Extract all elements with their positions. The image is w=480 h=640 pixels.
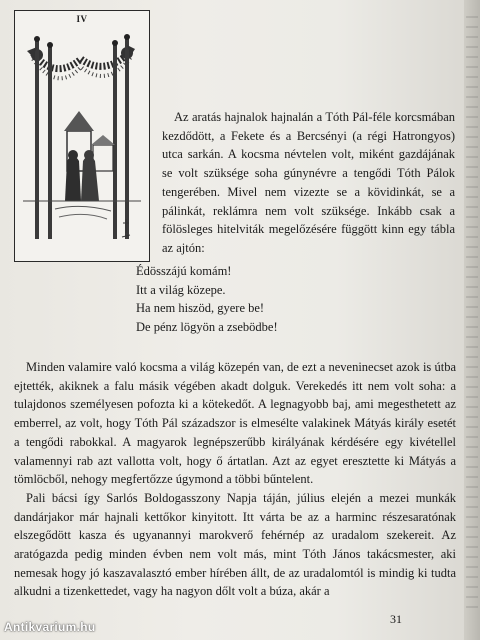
bleed-through-text <box>466 16 478 616</box>
page-edge <box>464 0 480 640</box>
paragraph-text: Minden valamire való kocsma a világ közepén van, de ezt a neveninecset azok is útba ejtették, akiknek a falu másik végében akadt dolguk. Verekedés itt nem volt soha: a tulajdonos személyesen pofozta ki a kötekedőt. A legnagyobb baj, ami megesthetett az emberrel, az volt, hogy Tóth Pál századszor is elmesélte valakinek Mátyás király esetét a tengődi rabokkal. A magyarok legnépszerűbb királyának kérdésére egy kivétellel valamennyi rab azt vallotta volt, hogy ő ártatlan. Azt az egyet eresztette ki Mátyás a tömlöcből, nehogy megfertőzze úgymond a többi bűntelent. <box>14 360 456 487</box>
verse-line: Itt a világ közepe. <box>136 282 226 297</box>
paragraph-text: Az aratás hajnalok hajnalán a Tóth Pál-féle korcsmában kezdődött, a Fekete és a Bercsényi (a régi Hatrongyos) utca sarkán. A kocsma névtelen volt, miként gazdájának se volt szüksége soha gúnynévre a tengődi Tóth Pálok tengerében. Mivel nem vizezte se a kövidinkát, se a pálinkát, reklámra nem volt szüksége. Inkább csak a fölösleges hitelviták megelőzésére függött kinn egy tábla az ajtón: <box>162 110 455 255</box>
verse-line: Ha nem hiszöd, gyere be! <box>136 301 265 316</box>
watermark: Antikvarium.hu <box>4 620 96 634</box>
paragraph-text: Pali bácsi így Sarlós Boldogasszony Napja táján, július elején a mezei munkák dandárjakor már hajnali kettőkor kinyitott. Itt várta be az a harminc részesaratónak elszegődött kasza és ugyanannyi marokverő fehérnép az uradalom szekereit. Az aratógazda pedig minden évben nem volt más, mint Tóth János takácsmester, aki nemesak hogy jó kaszavalasztó ember hírében állt, de az uradalomtól is mindig ki tudta alkudni a tizenkettedet, vagy ha nagyon dőlt volt a búza, akár a <box>14 490 456 599</box>
opening-paragraph <box>162 108 455 258</box>
card-numeral: IV <box>76 14 88 24</box>
verse-line: Édösszájú komám! <box>136 264 232 278</box>
body-text <box>14 358 456 601</box>
inn-sign-verse <box>136 262 336 337</box>
verse-line: De pénz lögyön a zsebödbe! <box>136 320 278 335</box>
page-number: 31 <box>390 612 402 626</box>
tarot-card-illustration <box>14 10 150 262</box>
tarot-four-of-wands-icon <box>15 11 149 261</box>
